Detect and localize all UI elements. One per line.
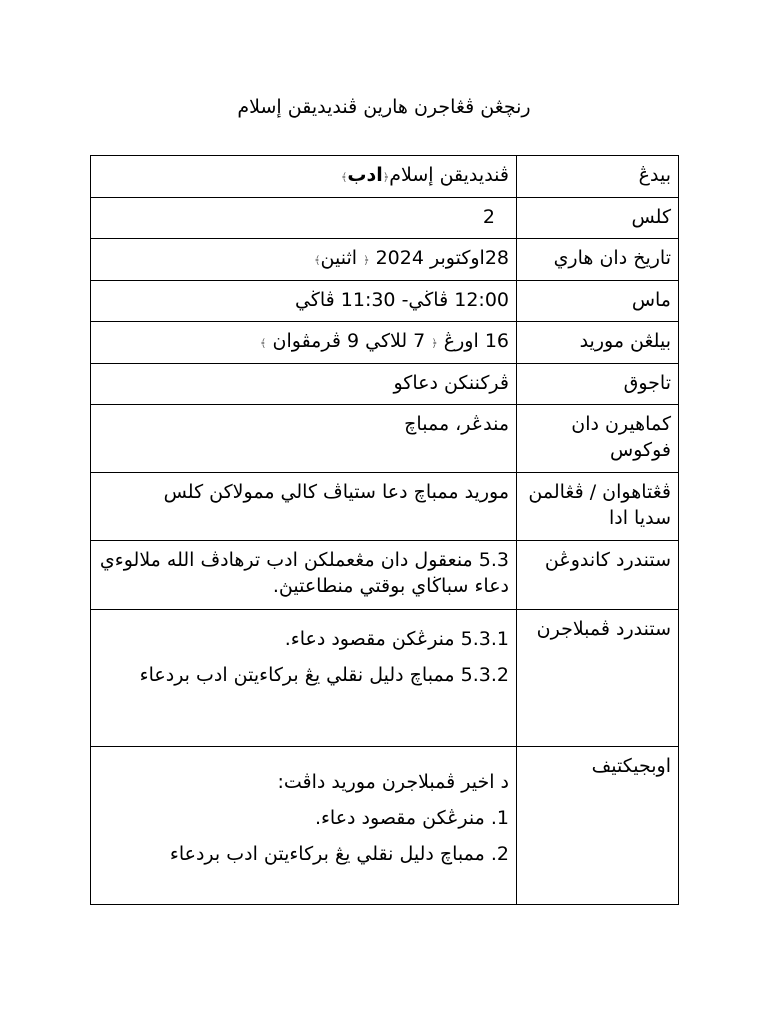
table-row: [91, 541, 679, 610]
row-label: كلس: [517, 198, 679, 239]
date-text: 28اوكتوبر 2024: [375, 247, 509, 269]
row-value: 2: [91, 198, 517, 239]
bracket-close-icon: ﴾: [340, 171, 348, 184]
row-value: [91, 239, 517, 281]
bracket-open-icon: ﴿: [382, 171, 390, 184]
document-title: رنچڠن ڤڠاجرن هارين ڤنديديقن إسلام: [237, 96, 531, 118]
row-value: ڤركننكن دعاكو: [91, 364, 517, 405]
row-label: بيدڠ: [517, 156, 679, 198]
list-item: 2. ممباچ دليل نقلي يڠ بركاءيتن ادب بردعاء: [169, 843, 509, 865]
bracket-open-icon: ﴿: [363, 254, 370, 267]
table-row: [91, 364, 679, 405]
row-value: موريد ممباچ دعا ستياڤ كالي ممولاكن كلس: [91, 473, 517, 541]
row-label: ستندرد ڤمبلاجرن: [517, 610, 679, 747]
row-value: [91, 156, 517, 198]
row-label: ماس: [517, 281, 679, 322]
subject-text: ڤنديديقن إسلام: [389, 164, 509, 186]
table-row: [91, 198, 679, 239]
row-value: [91, 610, 517, 747]
day-text: اثنين: [320, 247, 358, 269]
table-row: [91, 405, 679, 473]
row-value: [91, 747, 517, 905]
table-row: [91, 322, 679, 364]
row-value: 5.3 منعقول دان مڠعملكن ادب ترهادڤ الله ملالوءي دعاء سباڬاي بوقتي منطاعتيڽ.: [91, 541, 517, 610]
row-label: كماهيرن دان فوكوس: [517, 405, 679, 473]
table-row: [91, 239, 679, 281]
list-item: 5.3.1 منرڠكن مقصود دعاء.: [284, 628, 509, 650]
table-row: [91, 473, 679, 541]
list-item: 5.3.2 ممباچ دليل نقلي يڠ بركاءيتن ادب بردعاء: [139, 664, 509, 686]
objective-intro: د اخير ڤمبلاجرن موريد داڤت:: [277, 771, 509, 793]
list-item: 1. منرڠكن مقصود دعاء.: [314, 807, 509, 829]
student-count-text: 16 اورڠ: [443, 330, 509, 352]
student-breakdown-text: 7 للاكي 9 ڤرمڤوان: [272, 330, 426, 352]
row-label: ستندرد كاندوڠن: [517, 541, 679, 610]
row-label: بيلڠن موريد: [517, 322, 679, 364]
row-value: [91, 322, 517, 364]
row-label: تاريخ دان هاري: [517, 239, 679, 281]
bracket-close-icon: ﴾: [260, 337, 267, 350]
table-row: [91, 610, 679, 747]
bracket-close-icon: ﴾: [314, 254, 321, 267]
row-label: ڤڠتاهوان / ڤڠالمن سديا ادا: [517, 473, 679, 541]
table-row: [91, 156, 679, 198]
table-row: [91, 747, 679, 905]
row-value: 12:00 ڤاڬي- 11:30 ڤاڬي: [91, 281, 517, 322]
lesson-plan-table: [90, 155, 679, 905]
row-label: اوبجيكتيف: [517, 747, 679, 905]
row-label: تاجوق: [517, 364, 679, 405]
row-value: مندڠر، ممباچ: [91, 405, 517, 473]
bracket-open-icon: ﴿: [431, 337, 438, 350]
table-row: [91, 281, 679, 322]
subject-topic-text: ادب: [347, 164, 383, 186]
